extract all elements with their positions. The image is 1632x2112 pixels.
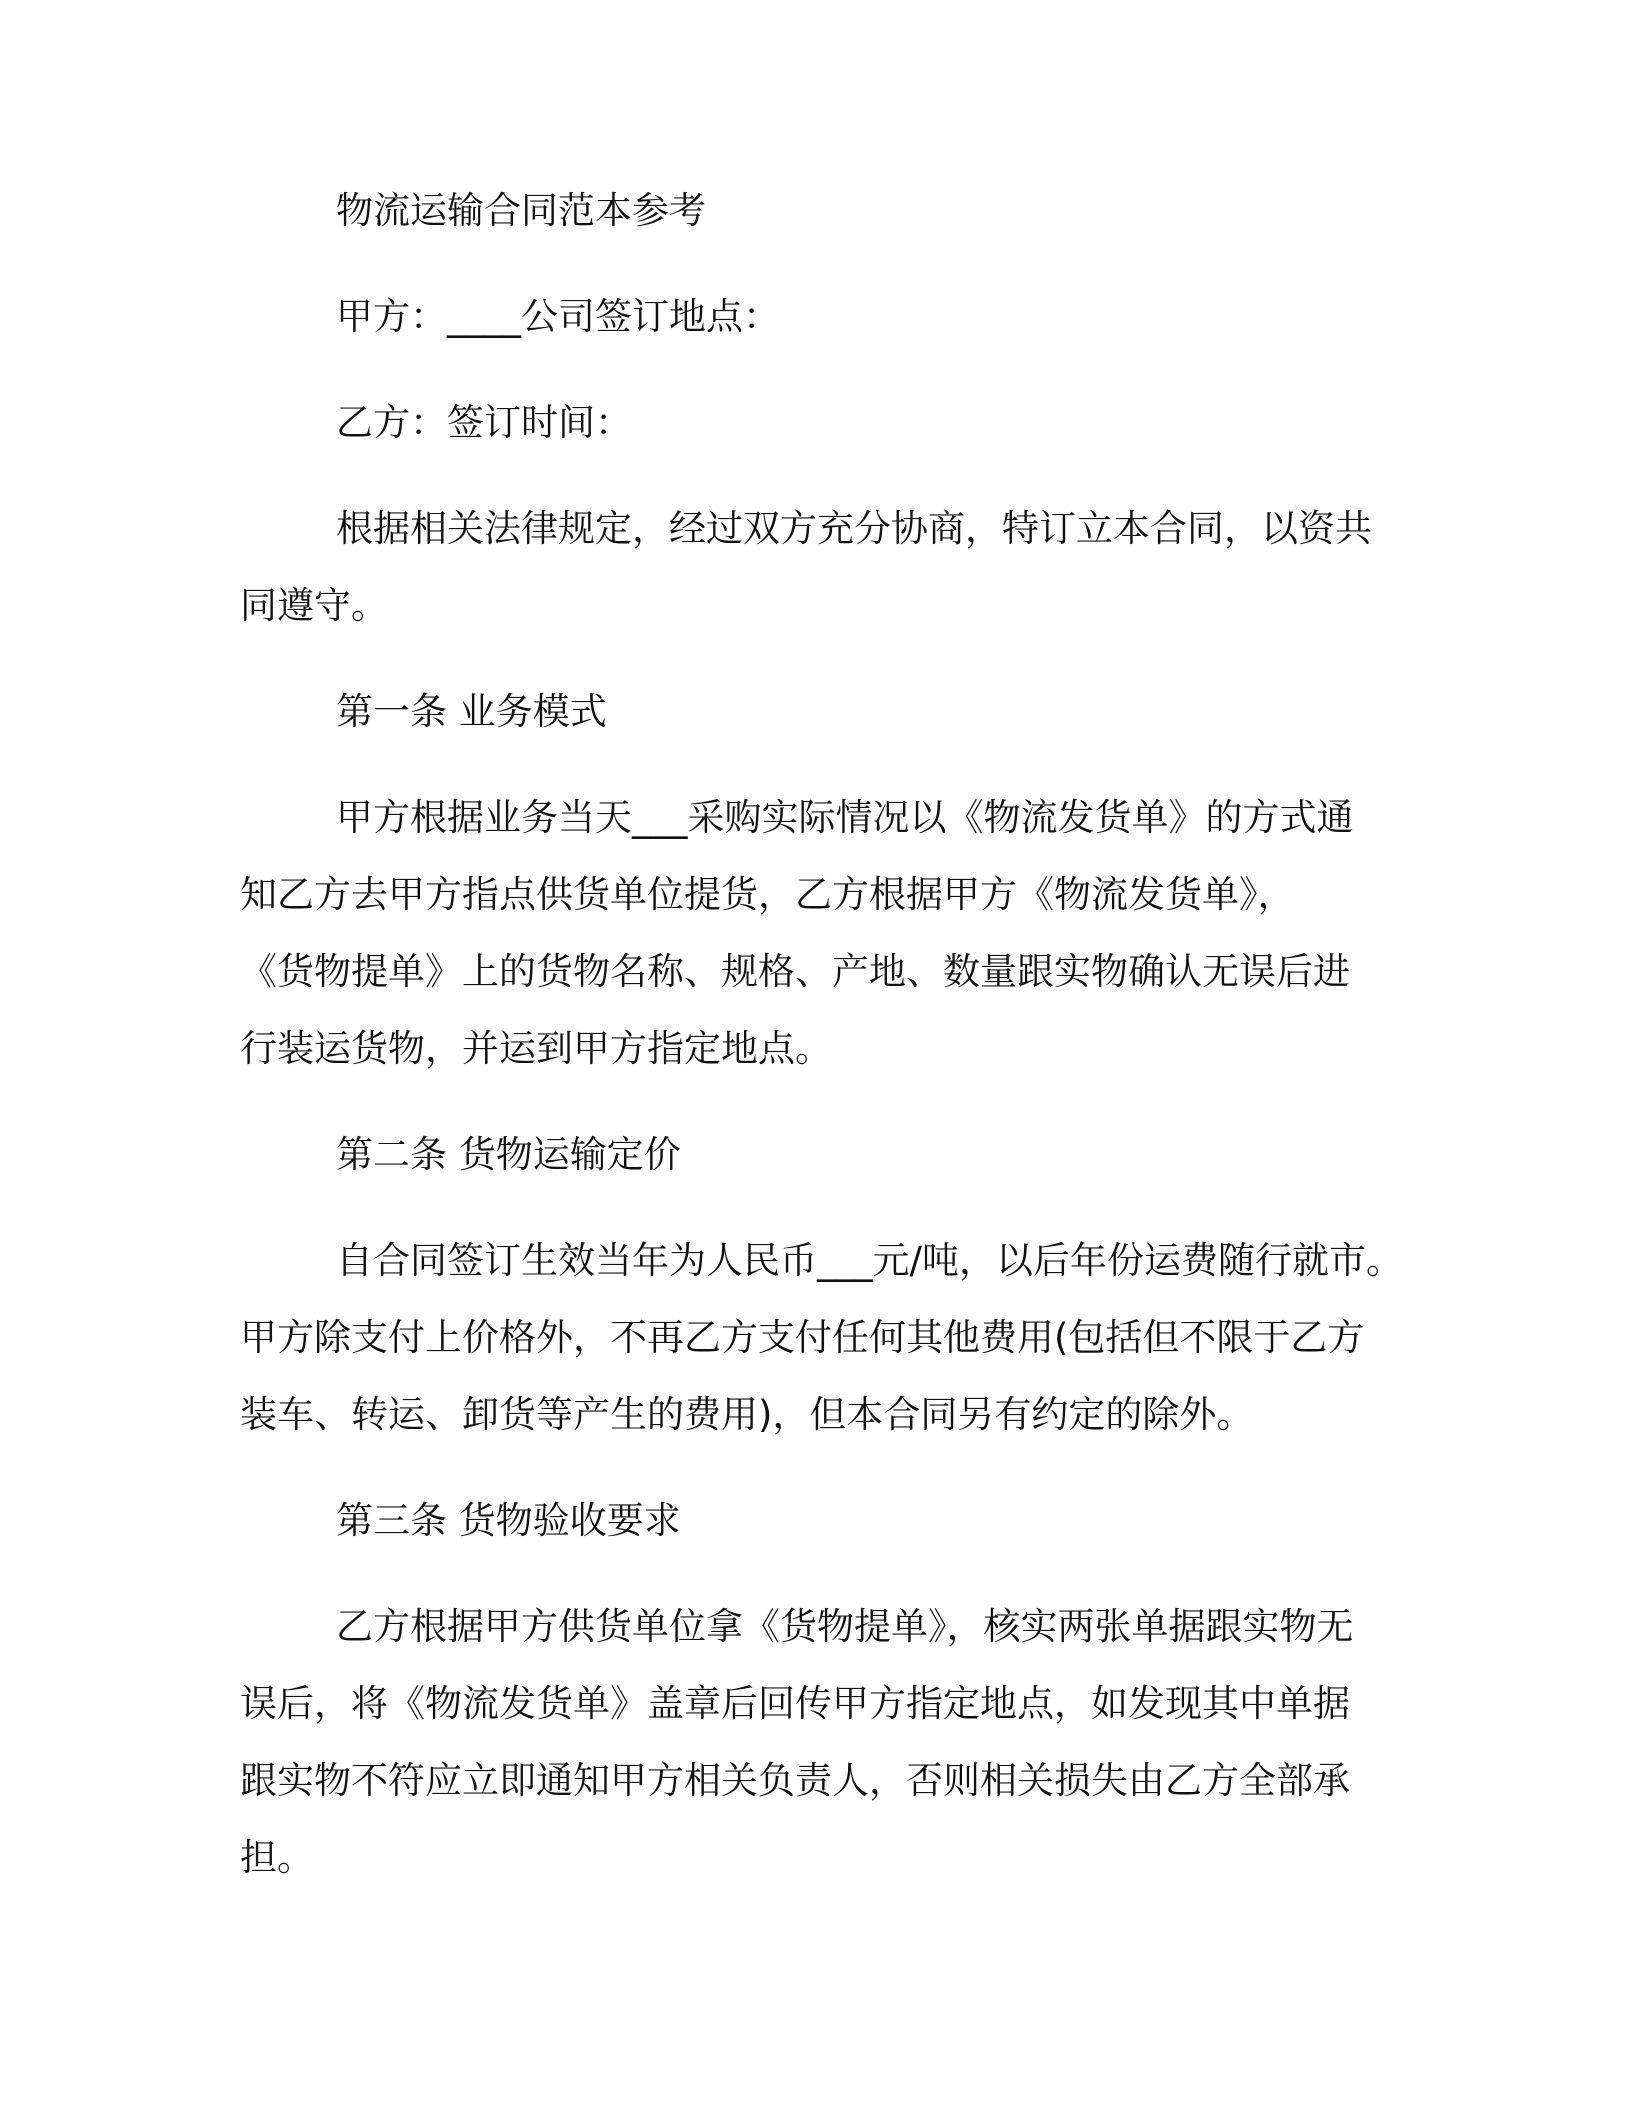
article-1-line: 《货物提单》上的货物名称、规格、产地、数量跟实物确认无误后进: [240, 950, 1350, 993]
preamble-line: 根据相关法律规定，经过双方充分协商，特订立本合同，以资共: [336, 507, 1372, 550]
article-1-line: 行装运货物，并运到甲方指定地点。: [240, 1027, 832, 1070]
article-3-line: 担。: [240, 1836, 314, 1879]
article-2-line: 自合同签订生效当年为人民币___元/吨，以后年份运费随行就市。: [336, 1239, 1403, 1282]
article-1-line: 甲方根据业务当天___采购实际情况以《物流发货单》的方式通: [336, 796, 1354, 839]
party-a-line: 甲方：____公司签订地点：: [336, 295, 780, 338]
document-body: [240, 186, 1403, 1883]
party-b-line: 乙方：签订时间：: [336, 401, 632, 444]
article-3-heading: 第三条 货物验收要求: [336, 1499, 681, 1542]
article-3-line: 跟实物不符应立即通知甲方相关负责人，否则相关损失由乙方全部承: [240, 1759, 1350, 1802]
article-1-heading: 第一条 业务模式: [336, 690, 607, 733]
article-3-line: 乙方根据甲方供货单位拿《货物提单》，核实两张单据跟实物无: [336, 1605, 1354, 1648]
article-2-heading: 第二条 货物运输定价: [336, 1133, 681, 1176]
article-2-line: 装车、转运、卸货等产生的费用)，但本合同另有约定的除外。: [240, 1393, 1254, 1436]
preamble-line: 同遵守。: [240, 584, 388, 627]
article-3-line: 误后，将《物流发货单》盖章后回传甲方指定地点，如发现其中单据: [240, 1682, 1350, 1725]
article-2-line: 甲方除支付上价格外，不再乙方支付任何其他费用(包括但不限于乙方: [240, 1316, 1365, 1359]
document-title: 物流运输合同范本参考: [336, 189, 706, 232]
article-1-line: 知乙方去甲方指点供货单位提货，乙方根据甲方《物流发货单》，: [240, 873, 1295, 916]
